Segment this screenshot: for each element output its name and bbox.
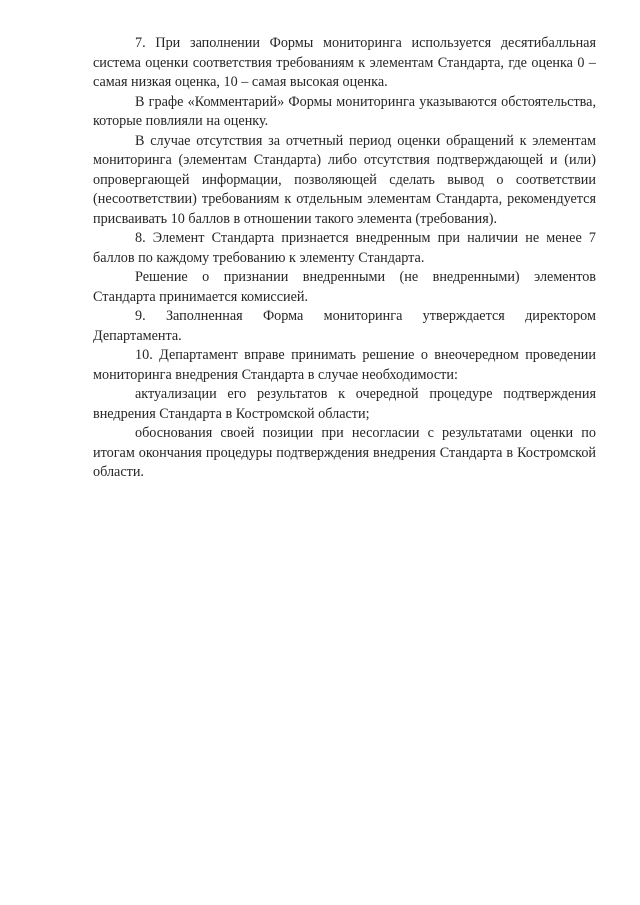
paragraph-absence-of-assessment: В случае отсутствия за отчетный период оценки обращений к элементам мониторинга (элементам Стандарта) либо отсутствия подтверждающей и (или) опровергающей информации, позволяющей сделать вывод о соответствии (несоответствии) требованиям к отдельным элементам Стандарта, рекомендуется присваивать 10 баллов в отношении такого элемента (требования). [93,132,596,227]
paragraph-justification: обоснования своей позиции при несогласии с результатами оценки по итогам окончания процедуры подтверждения внедрения Стандарта в Костромской области. [93,425,596,480]
paragraph-commission-decision: Решение о признании внедренными (не внедренными) элементов Стандарта принимается комиссией. [93,269,596,305]
paragraph-7-scoring-system: 7. При заполнении Формы мониторинга используется десятибалльная система оценки соответствия требованиям к элементам Стандарта, где оценка 0 – самая низкая оценка, 10 – самая высокая оценка. [93,35,596,90]
paragraph-comment-column: В графе «Комментарий» Формы мониторинга указываются обстоятельства, которые повлияли на оценку. [93,93,596,129]
document-body [93,34,596,483]
paragraph-actualization: актуализации его результатов к очередной процедуре подтверждения внедрения Стандарта в Костромской области; [93,386,596,422]
paragraph-9-form-approval: 9. Заполненная Форма мониторинга утверждается директором Департамента. [93,308,596,344]
paragraph-10-extraordinary-monitoring: 10. Департамент вправе принимать решение о внеочередном проведении мониторинга внедрения Стандарта в случае необходимости: [93,347,596,383]
paragraph-8-implemented-element: 8. Элемент Стандарта признается внедренным при наличии не менее 7 баллов по каждому требованию к элементу Стандарта. [93,230,596,266]
